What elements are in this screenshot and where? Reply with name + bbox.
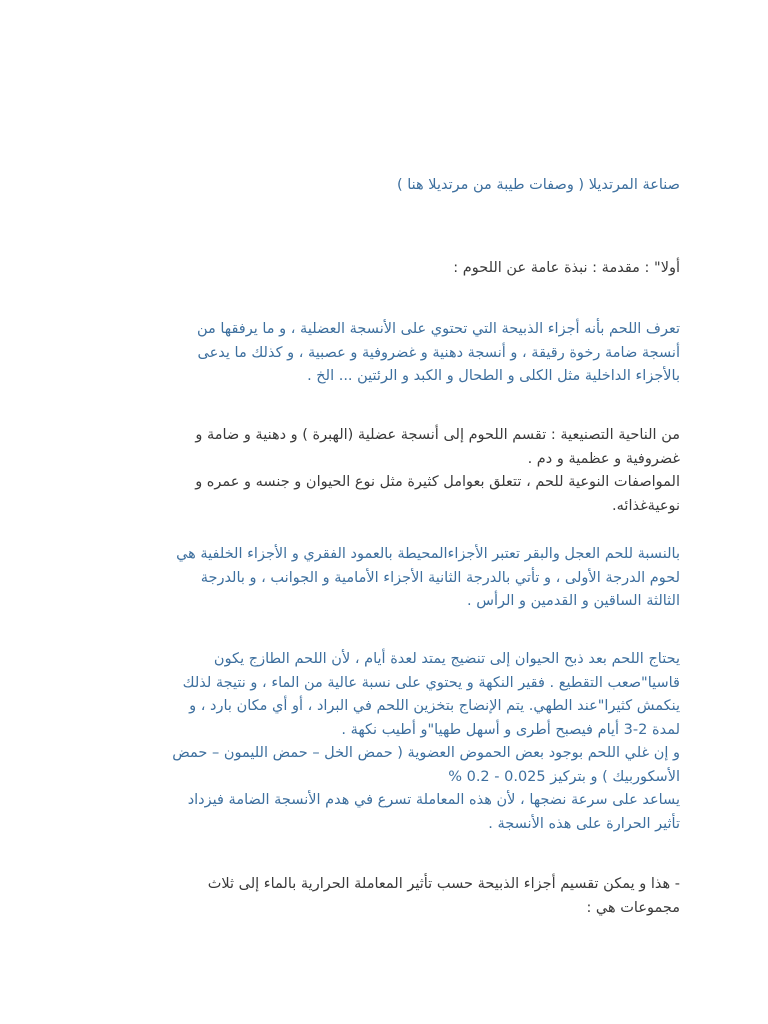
paragraph-line: من الناحية التصنيعية : تقسم اللحوم إلى أنسجة عضلية (الهبرة ) و دهنية و ضامة و: [195, 427, 680, 443]
paragraph-line: مجموعات هي :: [586, 899, 680, 916]
title-line: صناعة المرتديلا ( وصفات طيبة من مرتديلا هنا ): [396, 177, 680, 193]
paragraph-line: - هذا و يمكن تقسيم أجزاء الذبيحة حسب تأثير المعاملة الحرارية بالماء إلى ثلاث: [207, 876, 680, 892]
paragraph-line: يحتاج اللحم بعد ذبح الحيوان إلى تنضيج يمتد لعدة أيام ، لأن اللحم الطازج يكون: [213, 651, 680, 667]
paragraph-meat-grades: [80, 543, 680, 614]
paragraph-definition: [80, 318, 680, 389]
paragraph-line: لحوم الدرجة الأولى ، و تأتي بالدرجة الثانية الأجزاء الأمامية و الجوانب ، و بالدرجة: [200, 569, 680, 586]
paragraph-line: قاسيا"صعب التقطيع . فقير النكهة و يحتوي على نسبة عالية من الماء ، و نتيجة لذلك: [182, 674, 680, 691]
paragraph-line: تأثير الحرارة على هذه الأنسجة .: [488, 815, 680, 832]
paragraph-line: المواصفات النوعية للحم ، تتعلق بعوامل كثيرة مثل نوع الحيوان و جنسه و عمره و: [195, 474, 680, 490]
paragraph-manufacturing: [80, 424, 680, 518]
paragraph-line: نوعيةغذائه.: [612, 497, 680, 514]
paragraph-line: غضروفية و عظمية و دم .: [527, 450, 680, 467]
paragraph-line: و إن غلي اللحم بوجود بعض الحموض العضوية ( حمض الخل – حمض الليمون – حمض: [172, 745, 680, 761]
paragraph-line: يساعد على سرعة نضجها ، لأن هذه المعاملة تسرع في هدم الأنسجة الضامة فيزداد: [187, 792, 680, 808]
section-heading: [80, 257, 680, 281]
paragraph-line: ينكمش كثيرا"عند الطهي. يتم الإنضاج بتخزين اللحم في البراد ، أو أي مكان بارد ، و: [189, 698, 680, 714]
paragraph-line: بالأجزاء الداخلية مثل الكلى و الطحال و الكبد و الرئتين ... الخ .: [307, 368, 680, 384]
paragraph-line: الأسكوربيك ) و بتركيز 0.025 - 0.2 %: [448, 768, 680, 785]
paragraph-line: أنسجة ضامة رخوة رقيقة ، و أنسجة دهنية و غضروفية و عصبية ، و كذلك ما يدعى: [197, 344, 680, 361]
paragraph-line: بالنسبة للحم العجل والبقر تعتبر الأجزاءالمحيطة بالعمود الفقري و الأجزاء الخلفية هي: [176, 546, 680, 562]
section-heading-line: أولا" : مقدمة : نبذة عامة عن اللحوم :: [453, 260, 680, 276]
paragraph-line: تعرف اللحم بأنه أجزاء الذبيحة التي تحتوي على الأنسجة العضلية ، و ما يرفقها من: [196, 321, 680, 337]
paragraph-line: لمدة 2-3 أيام فيصبح أطرى و أسهل طهيا"و أطيب نكهة .: [341, 721, 680, 738]
paragraph-line: الثالثة الساقين و القدمين و الرأس .: [467, 593, 680, 609]
document-title: [80, 174, 680, 198]
paragraph-carcass-groups: [80, 873, 680, 920]
paragraph-aging: [80, 648, 680, 836]
